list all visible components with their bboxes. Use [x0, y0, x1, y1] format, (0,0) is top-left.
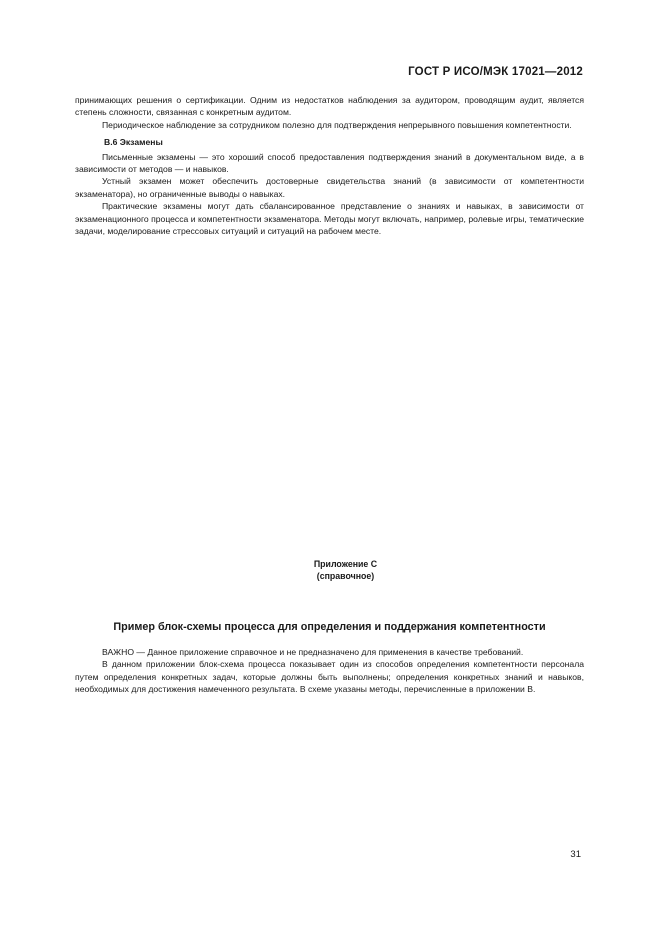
paragraph: Практические экзамены могут дать сбалансированное представление о знаниях и навыках, в зависимости от экзаменационного процесса и компетентности экзаменатора. Методы могут включать, например, ролевые игры, тематические задачи, моделирование стрессовых ситуаций и ситуаций на рабочем месте.: [75, 201, 584, 237]
important-note: ВАЖНО — Данное приложение справочное и не предназначено для применения в качестве требований.: [102, 647, 524, 657]
annex-b-continuation: [75, 94, 584, 237]
page-number: 31: [570, 849, 581, 860]
paragraph: принимающих решения о сертификации. Одним из недостатков наблюдения за аудитором, проводящим аудит, является степень сложности, связанная с конкретным аудитом.: [75, 95, 584, 118]
annex-c-body: [75, 646, 584, 696]
annex-label: [0, 558, 661, 582]
annex-name: Приложение С: [313, 559, 378, 569]
paragraph: Устный экзамен может обеспечить достоверные свидетельства знаний (в зависимости от компетентности экзаменатора), но ограниченные выводы о навыках.: [75, 176, 584, 199]
annex-title: Пример блок-схемы процесса для определения и поддержания компетентности: [113, 621, 546, 633]
paragraph: Письменные экзамены — это хороший способ предоставления подтверждения знаний в документальном виде, а в зависимости от методов — и навыков.: [75, 151, 584, 175]
paragraph: В данном приложении блок-схема процесса показывает один из способов определения компетентности персонала путем определения конкретных задач, которые должны быть выполнены; определения конкретных знаний и навыков, необходимых для достижения намеченного результата. В схеме указаны методы, перечисленные в приложении В.: [75, 659, 584, 695]
paragraph: Периодическое наблюдение за сотрудником полезно для подтверждения непрерывного повышения компетентности.: [102, 119, 572, 130]
annex-type: (справочное): [316, 571, 375, 581]
section-heading: B.6 Экзамены: [104, 137, 163, 148]
document-header: ГОСТ Р ИСО/МЭК 17021—2012: [408, 66, 583, 78]
